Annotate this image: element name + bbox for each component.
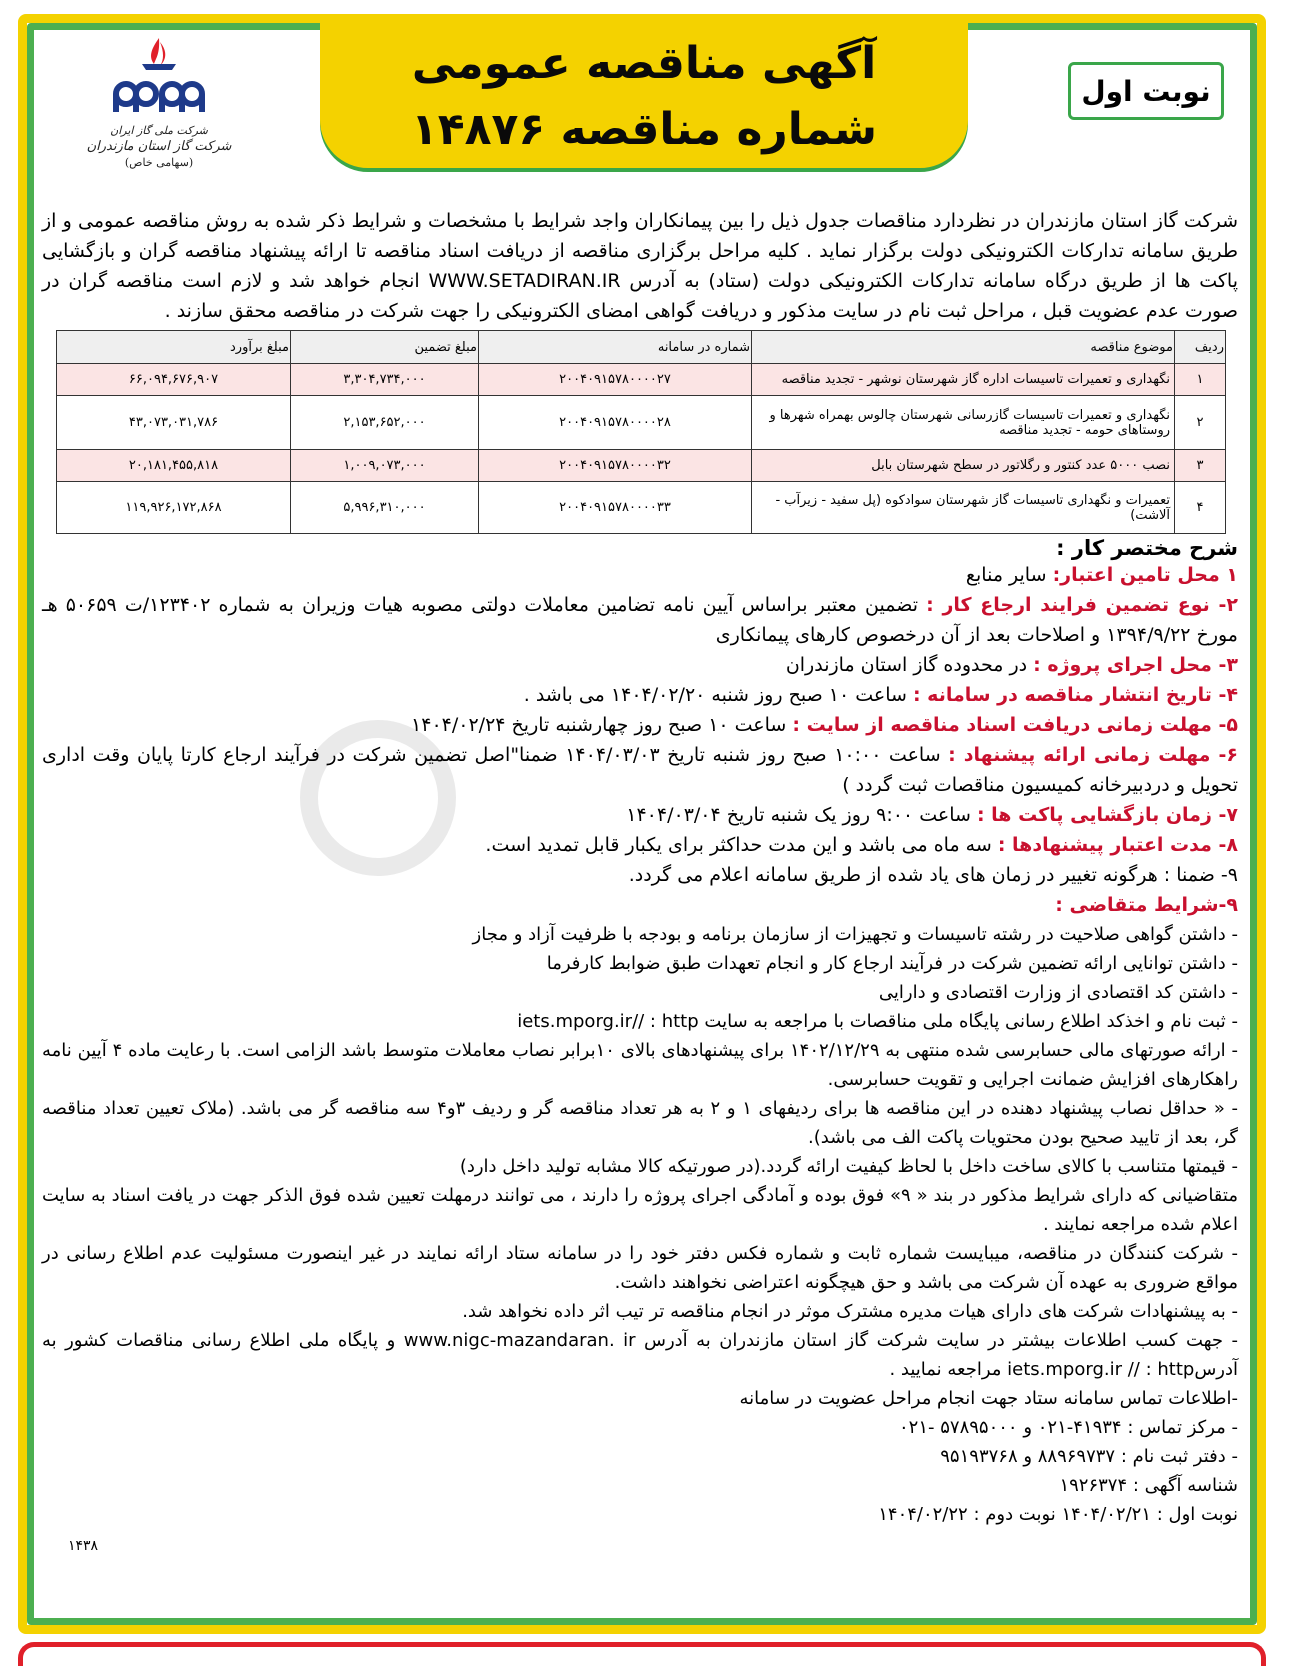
col-subject-header: موضوع مناقصه <box>752 331 1175 364</box>
item-4 <box>42 680 1238 710</box>
tender-subject: نصب ۵۰۰۰ عدد کنتور و رگلاتور در سطح شهرستان بابل <box>752 450 1175 482</box>
note-9: ۹- ضمنا : هرگونه تغییر در زمان های یاد شده از طریق سامانه اعلام می گردد. <box>628 864 1238 886</box>
tender-subject: نگهداری و تعمیرات تاسیسات اداره گاز شهرستان نوشهر - تجدید مناقصه <box>752 364 1175 396</box>
item-label: ۶- مهلت زمانی ارائه پیشنهاد : <box>948 744 1238 766</box>
svg-text:(سهامی خاص): (سهامی خاص) <box>124 156 194 169</box>
contact-info-title: -اطلاعات تماس سامانه ستاد جهت انجام مراحل عضویت در سامانه <box>739 1388 1238 1409</box>
estimate-amount: ۶۶,۰۹۴,۶۷۶,۹۰۷ <box>57 364 291 396</box>
guarantee-amount: ۳,۳۰۴,۷۳۴,۰۰۰ <box>291 364 479 396</box>
condition-item: - شرکت کنندگان در مناقصه، میبایست شماره ثابت و شماره فکس دفتر خود را در سامانه ستاد ارائه نمایند در غیر اینصورت مسئولیت عدم اطلاع رسانی در مواقع ضروری به عهده آن شرکت می باشد و حق هیچگونه اعتراضی نخواهند داشت. <box>42 1243 1238 1293</box>
condition-item: - داشتن گواهی صلاحیت در رشته تاسیسات و تجهیزات از سازمان برنامه و بودجه با ظرفیت آزاد و مجاز <box>472 924 1238 945</box>
system-number: ۲۰۰۴۰۹۱۵۷۸۰۰۰۰۲۸ <box>479 396 752 450</box>
col-system-number-header: شماره در سامانه <box>479 331 752 364</box>
item-label: ۷- زمان بازگشایی پاکت ها : <box>976 804 1238 826</box>
item-5 <box>42 710 1238 740</box>
condition-item: - داشتن توانایی ارائه تضمین شرکت در فرآیند ارجاع کار و انجام تعهدات طبق ضوابط کارفرما <box>546 953 1238 974</box>
item-1 <box>42 560 1238 590</box>
work-description-title: شرح مختصر کار : <box>1056 536 1238 560</box>
row-index: ۴ <box>1175 482 1226 534</box>
table-row <box>57 364 1226 396</box>
registration-office: - دفتر ثبت نام : ۸۸۹۶۹۷۳۷ و ۹۵۱۹۳۷۶۸ <box>940 1446 1238 1467</box>
table-row <box>57 450 1226 482</box>
guarantee-amount: ۱,۰۰۹,۰۷۳,۰۰۰ <box>291 450 479 482</box>
tender-subject: نگهداری و تعمیرات تاسیسات گازرسانی شهرستان چالوس بهمراه شهرها و روستاهای حومه - تجدید مناقصه <box>752 396 1175 450</box>
estimate-amount: ۱۱۹,۹۲۶,۱۷۲,۸۶۸ <box>57 482 291 534</box>
conditions-title: ۹-شرایط متقاضی : <box>1055 894 1238 916</box>
row-index: ۳ <box>1175 450 1226 482</box>
item-text: ساعت ۹:۰۰ روز یک شنبه تاریخ ۱۴۰۴/۰۳/۰۴ <box>626 804 977 826</box>
header-banner <box>320 20 968 168</box>
col-row-header: ردیف <box>1175 331 1226 364</box>
table-row <box>57 396 1226 450</box>
table-header-row <box>57 331 1226 364</box>
guarantee-amount: ۲,۱۵۳,۶۵۲,۰۰۰ <box>291 396 479 450</box>
item-6 <box>42 740 1238 800</box>
intro-paragraph: شرکت گاز استان مازندران در نظردارد مناقصات جدول ذیل را بین پیمانکاران واجد شرایط با مشخصات و شرایط ذکر شده به روش مناقصه عمومی و از طریق سامانه تدارکات الکترونیکی دولت برگزار نماید . کلیه مراحل برگزاری مناقصه از دریافت اسناد مناقصه تا ارائه پیشنهاد مناقصه گران و بازگشایی پاکت ها از طریق درگاه سامانه تدارکات الکترونیکی دولت (ستاد) به آدرس WWW.SETADIRAN.IR انجام خواهد شد و لازم است مناقصه گران در صورت عدم عضویت قبل ، مراحل ثبت نام در سایت مذکور و دریافت گواهی امضای الکترونیکی را جهت شرکت در مناقصه محقق سازند . <box>42 210 1238 322</box>
estimate-amount: ۴۳,۰۷۳,۰۳۱,۷۸۶ <box>57 396 291 450</box>
item-text: سایر منابع <box>965 564 1053 586</box>
item-label: ۸- مدت اعتبار پیشنهادها : <box>997 834 1238 856</box>
item-text: ساعت ۱۰ صبح روز شنبه ۱۴۰۴/۰۲/۲۰ می باشد . <box>523 684 913 706</box>
footer-code: ۱۴۳۸ <box>68 1538 99 1554</box>
item-text: تضمین معتبر براساس آیین نامه تضامین معاملات دولتی مصوبه هیات وزیران به شماره ۱۲۳۴۰۲/ت ۵۰۶۵۹ هـ مورخ ۱۳۹۴/۹/۲۲ و اصلاحات بعد از آن درخصوص کارهای پیمانکاری <box>42 594 1238 646</box>
call-center: - مرکز تماس : ۴۱۹۳۴-۰۲۱ و ۵۷۸۹۵۰۰۰ -۰۲۱ <box>899 1417 1238 1438</box>
gas-flame-logo-icon <box>64 34 254 180</box>
ad-id: شناسه آگهی : ۱۹۲۶۳۷۴ <box>1059 1475 1238 1496</box>
col-guarantee-header: مبلغ تضمین <box>291 331 479 364</box>
nobat-badge: نوبت اول <box>1068 62 1224 120</box>
tender-number: شماره مناقصه ۱۴۸۷۶ <box>410 104 878 155</box>
system-number: ۲۰۰۴۰۹۱۵۷۸۰۰۰۰۲۷ <box>479 364 752 396</box>
col-estimate-header: مبلغ برآورد <box>57 331 291 364</box>
item-label: ۴- تاریخ انتشار مناقصه در سامانه : <box>912 684 1238 706</box>
guarantee-amount: ۵,۹۹۶,۳۱۰,۰۰۰ <box>291 482 479 534</box>
condition-item: - ارائه صورتهای مالی حسابرسی شده منتهی به ۱۴۰۲/۱۲/۲۹ برای پیشنهادهای بالای ۱۰برابر نصاب معاملات متوسط باشد الزامی است. با رعایت ماده ۴ آیین نامه راهکارهای افزایش ضمانت اجرایی و تقویت حسابرسی. <box>42 1040 1239 1090</box>
condition-item: متقاضیانی که دارای شرایط مذکور در بند « ۹» فوق بوده و آمادگی اجرای پروژه را دارند ، می توانند درمهلت تعیین شده فوق الذکر جهت در یافت اسناد به سایت اعلام شده مراجعه نمایند . <box>42 1185 1238 1235</box>
tender-subject: تعمیرات و نگهداری تاسیسات گاز شهرستان سوادکوه (پل سفید - زیرآب - آلاشت) <box>752 482 1175 534</box>
condition-item: - به پیشنهادات شرکت های دارای هیات مدیره مشترک موثر در انجام مناقصه تر تیب اثر داده نخواهد شد. <box>462 1301 1238 1322</box>
item-8 <box>42 830 1238 860</box>
table-row <box>57 482 1226 534</box>
item-text: ساعت ۱۰:۰۰ صبح روز شنبه تاریخ ۱۴۰۴/۰۳/۰۳ ضمنا"اصل تضمین شرکت در فرآیند ارجاع کارتا پایان وقت اداری تحویل و دردبیرخانه کمیسیون مناقصات ثبت گردد ) <box>42 744 1238 796</box>
publication-dates: نوبت اول : ۱۴۰۴/۰۲/۲۱ نوبت دوم : ۱۴۰۴/۰۲/۲۲ <box>878 1504 1238 1525</box>
item-text: ساعت ۱۰ صبح روز چهارشنبه تاریخ ۱۴۰۴/۰۲/۲۴ <box>411 714 793 736</box>
row-index: ۲ <box>1175 396 1226 450</box>
svg-text:شرکت گاز استان مازندران: شرکت گاز استان مازندران <box>86 139 232 154</box>
company-logo <box>64 34 254 180</box>
ad-title: آگهی مناقصه عمومی <box>411 38 877 89</box>
system-number: ۲۰۰۴۰۹۱۵۷۸۰۰۰۰۳۳ <box>479 482 752 534</box>
item-text: سه ماه می باشد و این مدت حداکثر برای یکبار قابل تمدید است. <box>485 834 998 856</box>
condition-item: - قیمتها متناسب با کالای ساخت داخل با لحاظ کیفیت ارائه گردد.(در صورتیکه کالا مشابه تولید داخل دارد) <box>459 1156 1238 1177</box>
condition-item: - داشتن کد اقتصادی از وزارت اقتصادی و دارایی <box>878 982 1238 1003</box>
item-label: ۵- مهلت زمانی دریافت اسناد مناقصه از سایت : <box>792 714 1238 736</box>
system-number: ۲۰۰۴۰۹۱۵۷۸۰۰۰۰۳۲ <box>479 450 752 482</box>
condition-item: - ثبت نام و اخذکد اطلاع رسانی پایگاه ملی مناقصات با مراجعه به سایت iets.mporg.ir// : http <box>517 1011 1238 1032</box>
condition-item: - « حداقل نصاب پیشنهاد دهنده در این مناقصه ها برای ردیفهای ۱ و ۲ به هر تعداد مناقصه گر و ردیف ۳و۴ سه مناقصه گر می باشد. (ملاک تعیین تعداد مناقصه گر، بعد از تایید صحیح بودن محتویات پاکت الف می باشد). <box>42 1098 1238 1148</box>
estimate-amount: ۲۰,۱۸۱,۴۵۵,۸۱۸ <box>57 450 291 482</box>
next-ad-border <box>18 1642 1266 1666</box>
item-7 <box>42 800 1238 830</box>
item-text: در محدوده گاز استان مازندران <box>785 654 1034 676</box>
row-index: ۱ <box>1175 364 1226 396</box>
item-label: ۲- نوع تضمین فرایند ارجاع کار : <box>926 594 1238 616</box>
svg-text:شرکت ملی گاز ایران: شرکت ملی گاز ایران <box>110 124 208 137</box>
item-3 <box>42 650 1238 680</box>
item-label: ۱ محل تامین اعتبار: <box>1052 564 1238 586</box>
item-2 <box>42 590 1238 650</box>
condition-item: - جهت کسب اطلاعات بیشتر در سایت شرکت گاز استان مازندران به آدرس www.nigc-mazandaran. ir و پایگاه ملی اطلاع رسانی مناقصات کشور به آدرسiets.mporg.ir // : http مراجعه نمایید . <box>42 1330 1238 1380</box>
ad-body <box>42 206 1238 1529</box>
tenders-table <box>56 330 1226 534</box>
item-label: ۳- محل اجرای پروژه : <box>1033 654 1238 676</box>
